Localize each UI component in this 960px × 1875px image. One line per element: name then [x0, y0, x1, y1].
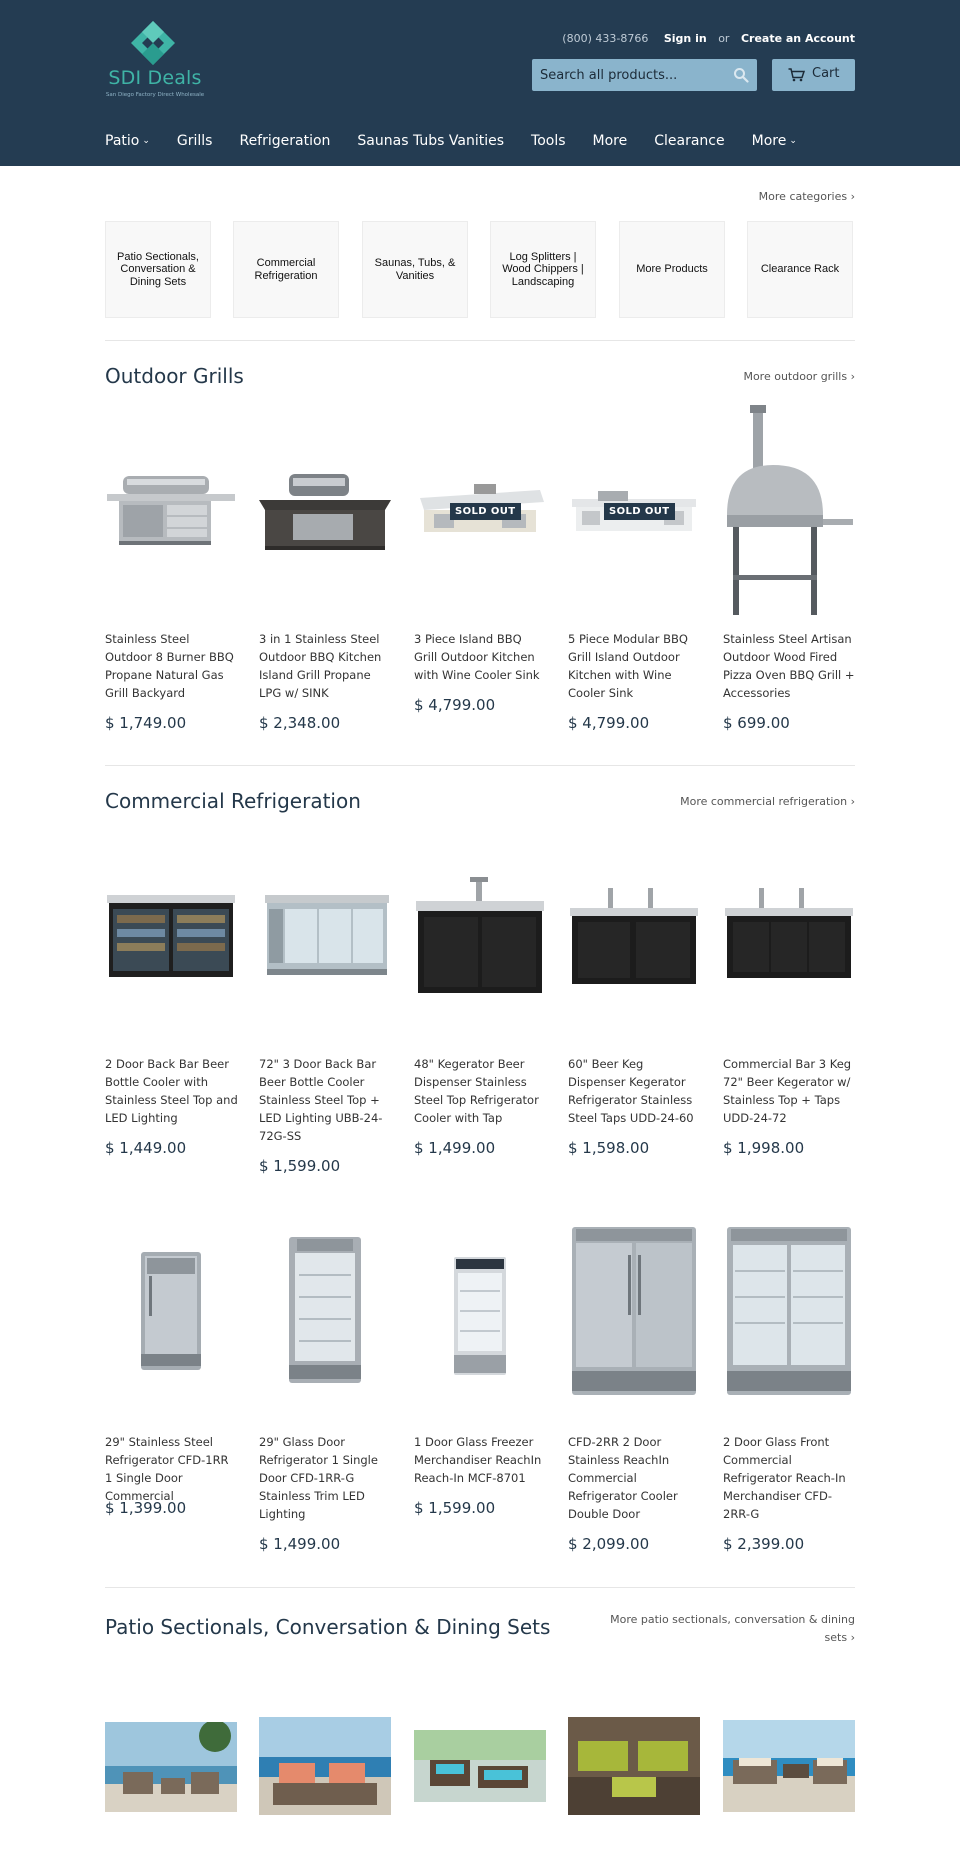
nav-label: Grills: [176, 133, 213, 149]
product-image[interactable]: [568, 1717, 700, 1815]
nav-label: Refrigeration: [239, 133, 331, 149]
product-price: $ 1,499.00: [414, 1139, 496, 1157]
main-nav: [105, 133, 824, 153]
cart-label: Cart: [812, 66, 840, 81]
nav-label: Tools: [531, 133, 566, 149]
product-image[interactable]: [105, 1722, 237, 1812]
refrigeration-section-title: Commercial Refrigeration: [105, 789, 361, 813]
product-title[interactable]: Commercial Bar 3 Keg 72" Beer Kegerator w/ Stainless Top + Taps UDD-24-72: [723, 1057, 852, 1125]
search-box: [532, 59, 757, 91]
more-categories-link[interactable]: More categories ›: [758, 190, 855, 203]
logo-diamond-icon: [130, 20, 176, 66]
product-image[interactable]: [414, 1255, 546, 1383]
product-title[interactable]: 3 in 1 Stainless Steel Outdoor BBQ Kitchen Island Grill Propane LPG w/ SINK: [259, 632, 382, 700]
logo-tagline: San Diego Factory Direct Wholesale: [105, 92, 205, 98]
nav-grills[interactable]: [177, 133, 213, 149]
nav-label: Clearance: [654, 133, 725, 149]
product-price: $ 1,449.00: [105, 1139, 187, 1157]
search-icon[interactable]: [733, 67, 749, 83]
product-price: $ 1,499.00: [259, 1535, 341, 1553]
product-title[interactable]: Stainless Steel Outdoor 8 Burner BBQ Propane Natural Gas Grill Backyard: [105, 632, 234, 700]
product-price: $ 2,399.00: [723, 1535, 805, 1553]
nav-label: Patio: [105, 133, 140, 149]
more-outdoor-grills-link[interactable]: More outdoor grills ›: [743, 370, 855, 383]
product-price: $ 2,099.00: [568, 1535, 650, 1553]
category-patio-sets[interactable]: Patio Sectionals, Conversation & Dining Sets: [105, 221, 211, 318]
product-title[interactable]: 2 Door Back Bar Beer Bottle Cooler with Stainless Steel Top and LED Lighting: [105, 1057, 238, 1125]
product-image[interactable]: [259, 1717, 391, 1815]
cart-icon: [788, 68, 805, 82]
product-image[interactable]: [723, 1720, 855, 1812]
or-text: or: [718, 32, 730, 45]
product-image[interactable]: [259, 1235, 391, 1390]
product-price: $ 1,599.00: [414, 1499, 496, 1517]
product-price: $ 1,599.00: [259, 1157, 341, 1175]
product-title[interactable]: 72" 3 Door Back Bar Beer Bottle Cooler Stainless Steel Top + LED Lighting UBB-24-72G-SS: [259, 1057, 383, 1143]
patio-section-title: Patio Sectionals, Conversation & Dining Sets: [105, 1615, 551, 1639]
product-title[interactable]: 48" Kegerator Beer Dispenser Stainless Steel Top Refrigerator Cooler with Tap: [414, 1057, 539, 1125]
product-image[interactable]: [259, 893, 391, 981]
product-title[interactable]: 5 Piece Modular BBQ Grill Island Outdoor Kitchen with Wine Cooler Sink: [568, 632, 688, 700]
category-commercial-refrigeration[interactable]: Commercial Refrigeration: [233, 221, 339, 318]
nav-label: More: [592, 133, 628, 149]
category-more-products[interactable]: More Products: [619, 221, 725, 318]
nav-tools[interactable]: [531, 133, 566, 149]
product-image[interactable]: [105, 1250, 237, 1378]
phone-number: (800) 433-8766: [562, 32, 649, 45]
account-bar: [562, 32, 855, 45]
product-price: $ 1,399.00: [105, 1499, 187, 1517]
create-account-link[interactable]: Create an Account: [740, 32, 855, 45]
site-logo[interactable]: [105, 20, 205, 100]
cart-button[interactable]: [772, 59, 855, 91]
grills-section-title: Outdoor Grills: [105, 364, 244, 388]
chevron-down-icon: ⌄: [142, 136, 150, 146]
nav-label: Saunas Tubs Vanities: [357, 133, 505, 149]
product-image[interactable]: [259, 470, 391, 555]
nav-refrigeration[interactable]: [239, 133, 330, 149]
site-header: [0, 0, 960, 166]
product-image[interactable]: [568, 886, 700, 990]
product-price: $ 1,749.00: [105, 714, 187, 732]
sold-out-badge: SOLD OUT: [450, 503, 521, 520]
nav-clearance[interactable]: [654, 133, 724, 149]
product-title[interactable]: CFD-2RR 2 Door Stainless ReachIn Commercial Refrigerator Cooler Double Door: [568, 1435, 678, 1521]
sold-out-badge: SOLD OUT: [604, 503, 675, 520]
nav-patio[interactable]: [105, 133, 150, 149]
more-patio-link[interactable]: More patio sectionals, conversation & dining sets ›: [610, 1613, 855, 1644]
sign-in-link[interactable]: Sign in: [663, 32, 707, 45]
product-title[interactable]: 29" Stainless Steel Refrigerator CFD-1RR 1 Single Door Commercial: [105, 1435, 229, 1503]
product-image[interactable]: [723, 405, 855, 620]
product-title[interactable]: 1 Door Glass Freezer Merchandiser ReachIn Reach-In MCF-8701: [414, 1435, 542, 1485]
product-title[interactable]: 29" Glass Door Refrigerator 1 Single Door CFD-1RR-G Stainless Trim LED Lighting: [259, 1435, 378, 1521]
product-image[interactable]: [105, 893, 237, 983]
product-image[interactable]: [723, 1225, 855, 1403]
logo-name: SDI Deals: [108, 67, 202, 89]
product-image[interactable]: [414, 1730, 546, 1802]
product-image[interactable]: [723, 886, 855, 984]
nav-saunas-tubs-vanities[interactable]: [357, 133, 504, 149]
product-title[interactable]: 2 Door Glass Front Commercial Refrigerator Reach-In Merchandiser CFD-2RR-G: [723, 1435, 846, 1521]
nav-more[interactable]: [593, 133, 628, 149]
product-price: $ 4,799.00: [414, 696, 496, 714]
search-input[interactable]: [532, 59, 722, 91]
section-divider: [105, 340, 855, 341]
nav-more-dropdown[interactable]: [752, 133, 797, 149]
more-commercial-refrigeration-link[interactable]: More commercial refrigeration ›: [680, 795, 855, 808]
product-image[interactable]: [414, 873, 546, 1001]
section-divider: [105, 1587, 855, 1588]
product-title[interactable]: Stainless Steel Artisan Outdoor Wood Fired Pizza Oven BBQ Grill + Accessories: [723, 632, 855, 700]
product-price: $ 2,348.00: [259, 714, 341, 732]
category-clearance-rack[interactable]: Clearance Rack: [747, 221, 853, 318]
product-image[interactable]: [568, 1225, 700, 1403]
category-saunas-tubs-vanities[interactable]: Saunas, Tubs, & Vanities: [362, 221, 468, 318]
section-divider: [105, 765, 855, 766]
product-price: $ 699.00: [723, 714, 790, 732]
product-title[interactable]: 60" Beer Keg Dispenser Kegerator Refrigerator Stainless Steel Taps UDD-24-60: [568, 1057, 694, 1125]
chevron-down-icon: ⌄: [789, 136, 797, 146]
product-price: $ 1,598.00: [568, 1139, 650, 1157]
product-price: $ 4,799.00: [568, 714, 650, 732]
category-log-splitters[interactable]: Log Splitters | Wood Chippers | Landscaping: [490, 221, 596, 318]
product-title[interactable]: 3 Piece Island BBQ Grill Outdoor Kitchen with Wine Cooler Sink: [414, 632, 540, 682]
nav-label: More: [751, 133, 787, 149]
product-image[interactable]: [105, 470, 237, 550]
product-price: $ 1,998.00: [723, 1139, 805, 1157]
